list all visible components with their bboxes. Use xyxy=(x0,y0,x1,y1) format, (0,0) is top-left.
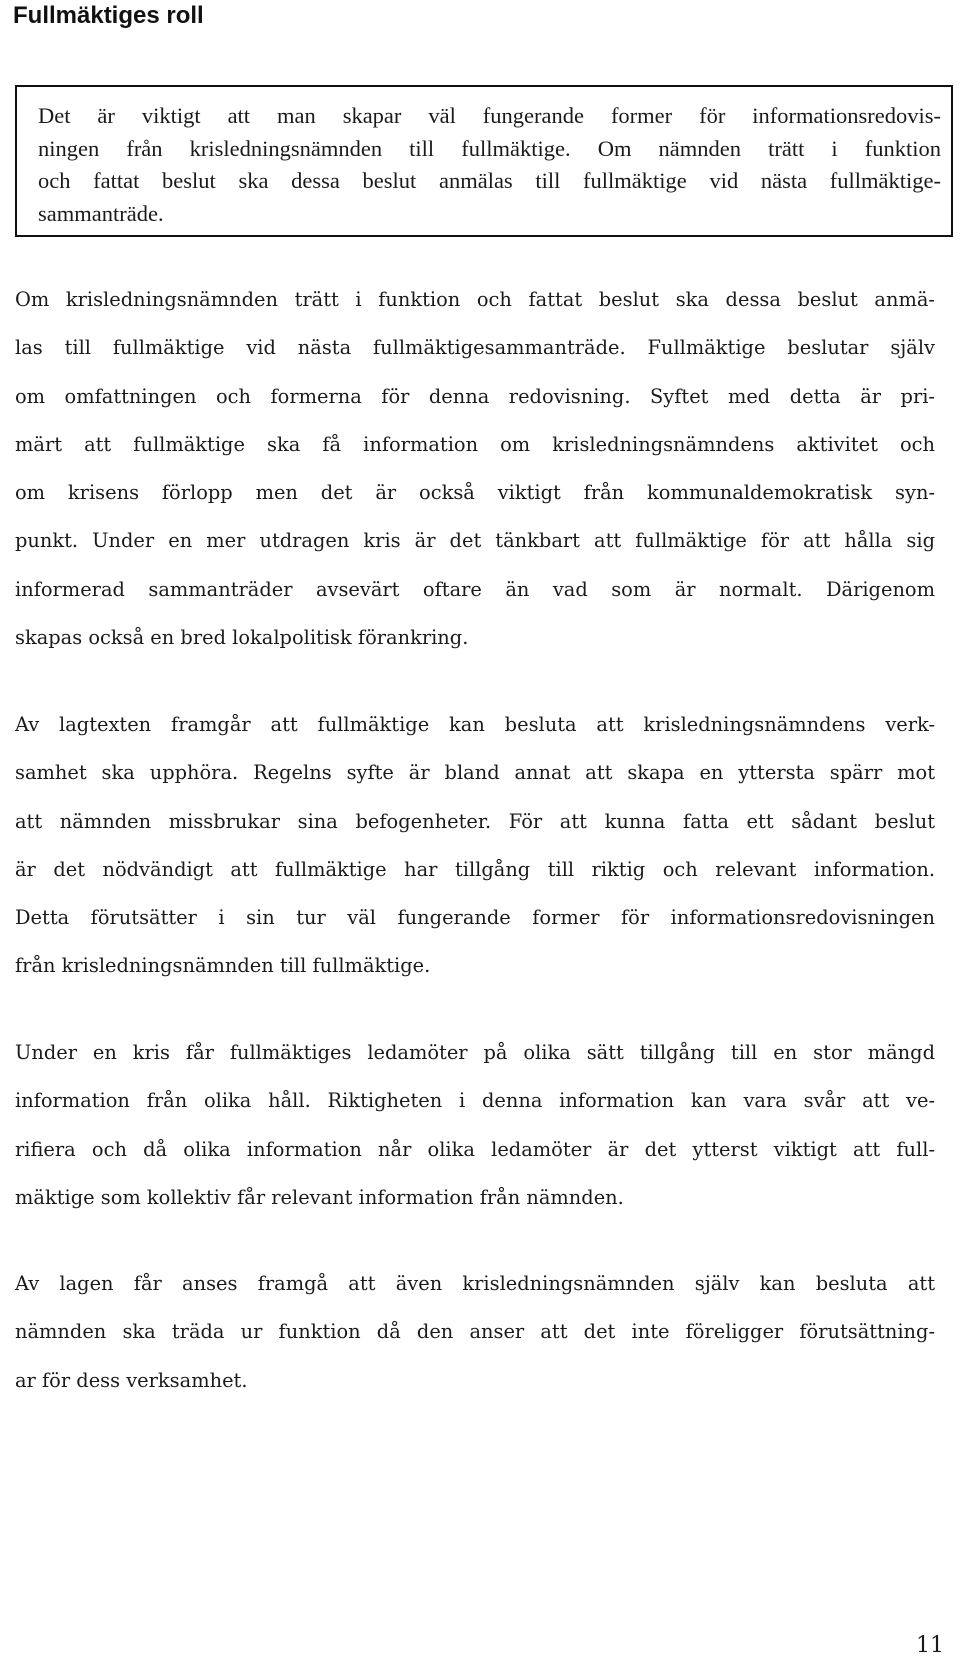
paragraph-line: Detta förutsätter i sin tur väl fungerande former för informationsredovisningen xyxy=(15,906,935,930)
paragraph-line: Av lagen får anses framgå att även krisledningsnämnden själv kan besluta att xyxy=(15,1272,935,1295)
paragraph-line: märt att fullmäktige ska få information om krisledningsnämndens aktivitet och xyxy=(15,432,935,456)
paragraph-line: information från olika håll. Riktigheten i denna information kan vara svår att ve- xyxy=(15,1089,935,1113)
body-paragraph xyxy=(15,276,935,662)
callout-line: sammanträde. xyxy=(38,200,164,226)
section-heading: Fullmäktiges roll xyxy=(13,2,204,29)
paragraph-line: mäktige som kollektiv får relevant information från nämnden. xyxy=(15,1185,624,1209)
paragraph-line: är det nödvändigt att fullmäktige har tillgång till riktig och relevant information. xyxy=(15,857,935,881)
paragraph-line: rifiera och då olika information når olika ledamöter är det ytterst viktigt att full- xyxy=(15,1137,935,1161)
paragraph-line: om omfattningen och formerna för denna redovisning. Syftet med detta är pri- xyxy=(15,384,935,408)
callout-line: och fattat beslut ska dessa beslut anmälas till fullmäktige vid nästa fullmäktige- xyxy=(38,168,941,193)
callout-line: ningen från krisledningsnämnden till fullmäktige. Om nämnden trätt i funktion xyxy=(38,135,941,161)
paragraph-line: las till fullmäktige vid nästa fullmäktigesammanträde. Fullmäktige beslutar själv xyxy=(15,336,935,360)
body-paragraph xyxy=(15,701,935,991)
paragraph-line: Av lagtexten framgår att fullmäktige kan besluta att krisledningsnämndens verk- xyxy=(15,713,935,736)
callout-box xyxy=(15,85,953,237)
paragraph-line: ar för dess verksamhet. xyxy=(15,1368,248,1392)
page-number: 11 xyxy=(916,1633,944,1658)
paragraph-line: om krisens förlopp men det är också viktigt från kommunaldemokratisk syn- xyxy=(15,481,935,505)
paragraph-line: punkt. Under en mer utdragen kris är det tänkbart att fullmäktige för att hålla sig xyxy=(15,529,935,553)
body-paragraph xyxy=(15,1029,935,1222)
paragraph-line: att nämnden missbrukar sina befogenheter. För att kunna fatta ett sådant beslut xyxy=(15,809,935,833)
paragraph-line: informerad sammanträder avsevärt oftare än vad som är normalt. Därigenom xyxy=(15,577,935,601)
paragraph-line: nämnden ska träda ur funktion då den anser att det inte föreligger förutsättning- xyxy=(15,1320,935,1344)
paragraph-line: Om krisledningsnämnden trätt i funktion och fattat beslut ska dessa beslut anmä- xyxy=(15,288,935,311)
body-paragraph xyxy=(15,1260,935,1405)
paragraph-line: Under en kris får fullmäktiges ledamöter på olika sätt tillgång till en stor mängd xyxy=(15,1041,935,1064)
paragraph-line: från krisledningsnämnden till fullmäktige. xyxy=(15,954,431,978)
callout-line: Det är viktigt att man skapar väl fungerande former för informationsredovis- xyxy=(38,103,941,128)
paragraph-line: samhet ska upphöra. Regelns syfte är bland annat att skapa en yttersta spärr mot xyxy=(15,761,935,785)
paragraph-line: skapas också en bred lokalpolitisk förankring. xyxy=(15,626,469,650)
